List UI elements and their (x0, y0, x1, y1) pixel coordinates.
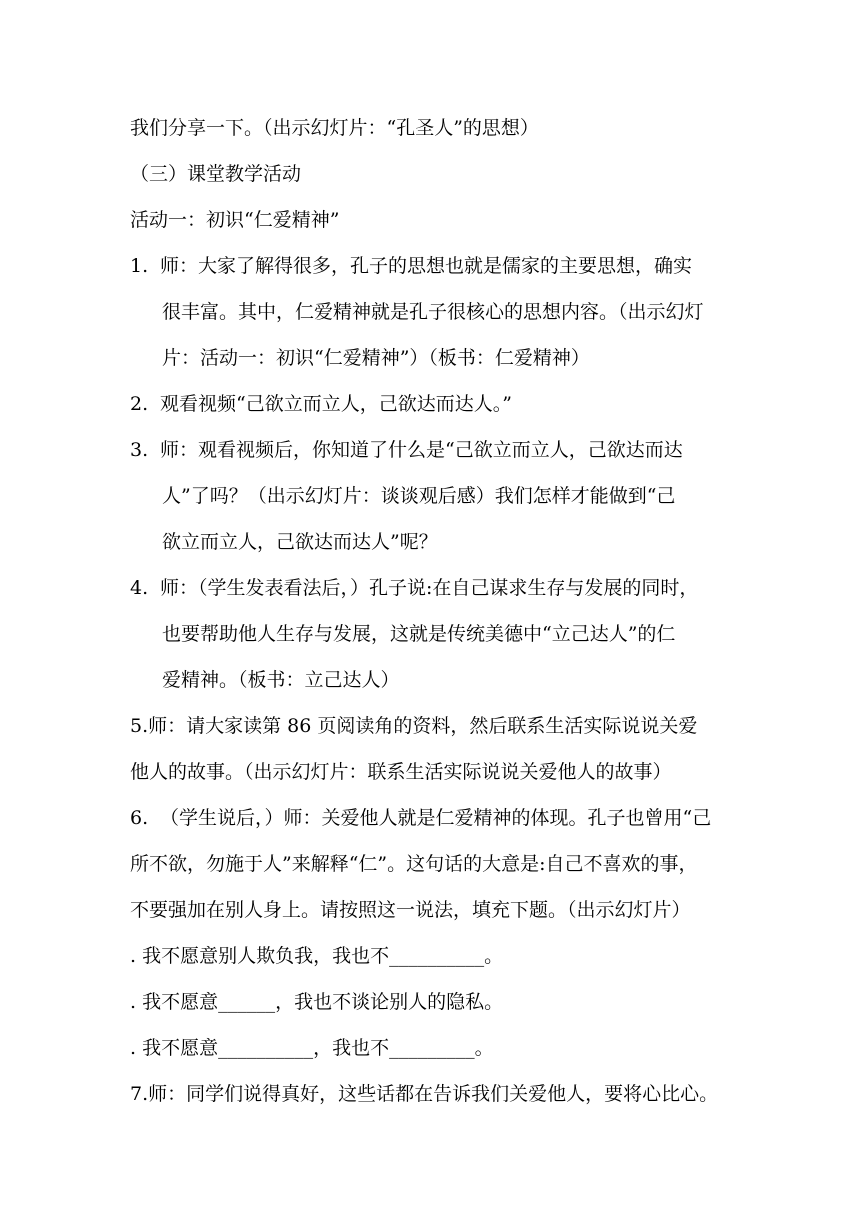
section-heading: （三）课堂教学活动 (130, 163, 302, 185)
list-item-6-cont: 不要强加在别人身上。请按照这一说法，填充下题。（出示幻灯片） (130, 899, 691, 921)
fill-blank-item: . 我不愿意______，我也不谈论别人的隐私。 (130, 991, 504, 1013)
fill-blank-item: . 我不愿意别人欺负我，我也不__________。 (130, 945, 504, 967)
activity-heading: 活动一：初识“仁爱精神” (130, 209, 340, 231)
list-item-3: 3. 师：观看视频后，你知道了什么是“己欲立而立人，己欲达而达 (130, 439, 683, 461)
list-item-7: 7.师：同学们说得真好，这些话都在告诉我们关爱他人，要将心比心。 (130, 1083, 719, 1105)
list-item-6: 6. （学生说后，）师：关爱他人就是仁爱精神的体现。孔子也曾用“己 (130, 807, 712, 829)
list-item-6-cont: 所不欲，勿施于人”来解释“仁”。这句话的大意是:自己不喜欢的事， (130, 853, 698, 875)
text-line: 我们分享一下。（出示幻灯片：“孔圣人”的思想） (130, 117, 539, 139)
list-item-1-cont: 片：活动一：初识“仁爱精神”）（板书：仁爱精神） (162, 347, 590, 369)
list-item-1-cont: 很丰富。其中，仁爱精神就是孔子很核心的思想内容。（出示幻灯 (162, 301, 704, 323)
list-item-3-cont: 人”了吗？（出示幻灯片：谈谈观后感）我们怎样才能做到“己 (162, 485, 676, 507)
list-item-5: 5.师：请大家读第 86 页阅读角的资料，然后联系生活实际说说关爱 (130, 715, 698, 737)
list-item-2: 2. 观看视频“己欲立而立人，己欲达而达人。” (130, 393, 512, 415)
list-item-4-cont: 也要帮助他人生存与发展，这就是传统美德中“立己达人”的仁 (162, 623, 676, 645)
fill-blank-item: . 我不愿意__________，我也不_________。 (130, 1037, 494, 1059)
list-item-4: 4. 师：（学生发表看法后，）孔子说:在自己谋求生存与发展的同时， (130, 577, 699, 599)
list-item-4-cont: 爱精神。（板书：立己达人） (162, 669, 400, 691)
list-item-3-cont: 欲立而立人，己欲达而达人”呢？ (162, 531, 438, 553)
list-item-5-cont: 他人的故事。（出示幻灯片：联系生活实际说说关爱他人的故事） (130, 761, 672, 783)
list-item-1: 1. 师：大家了解得很多，孔子的思想也就是儒家的主要思想，确实 (130, 255, 693, 277)
